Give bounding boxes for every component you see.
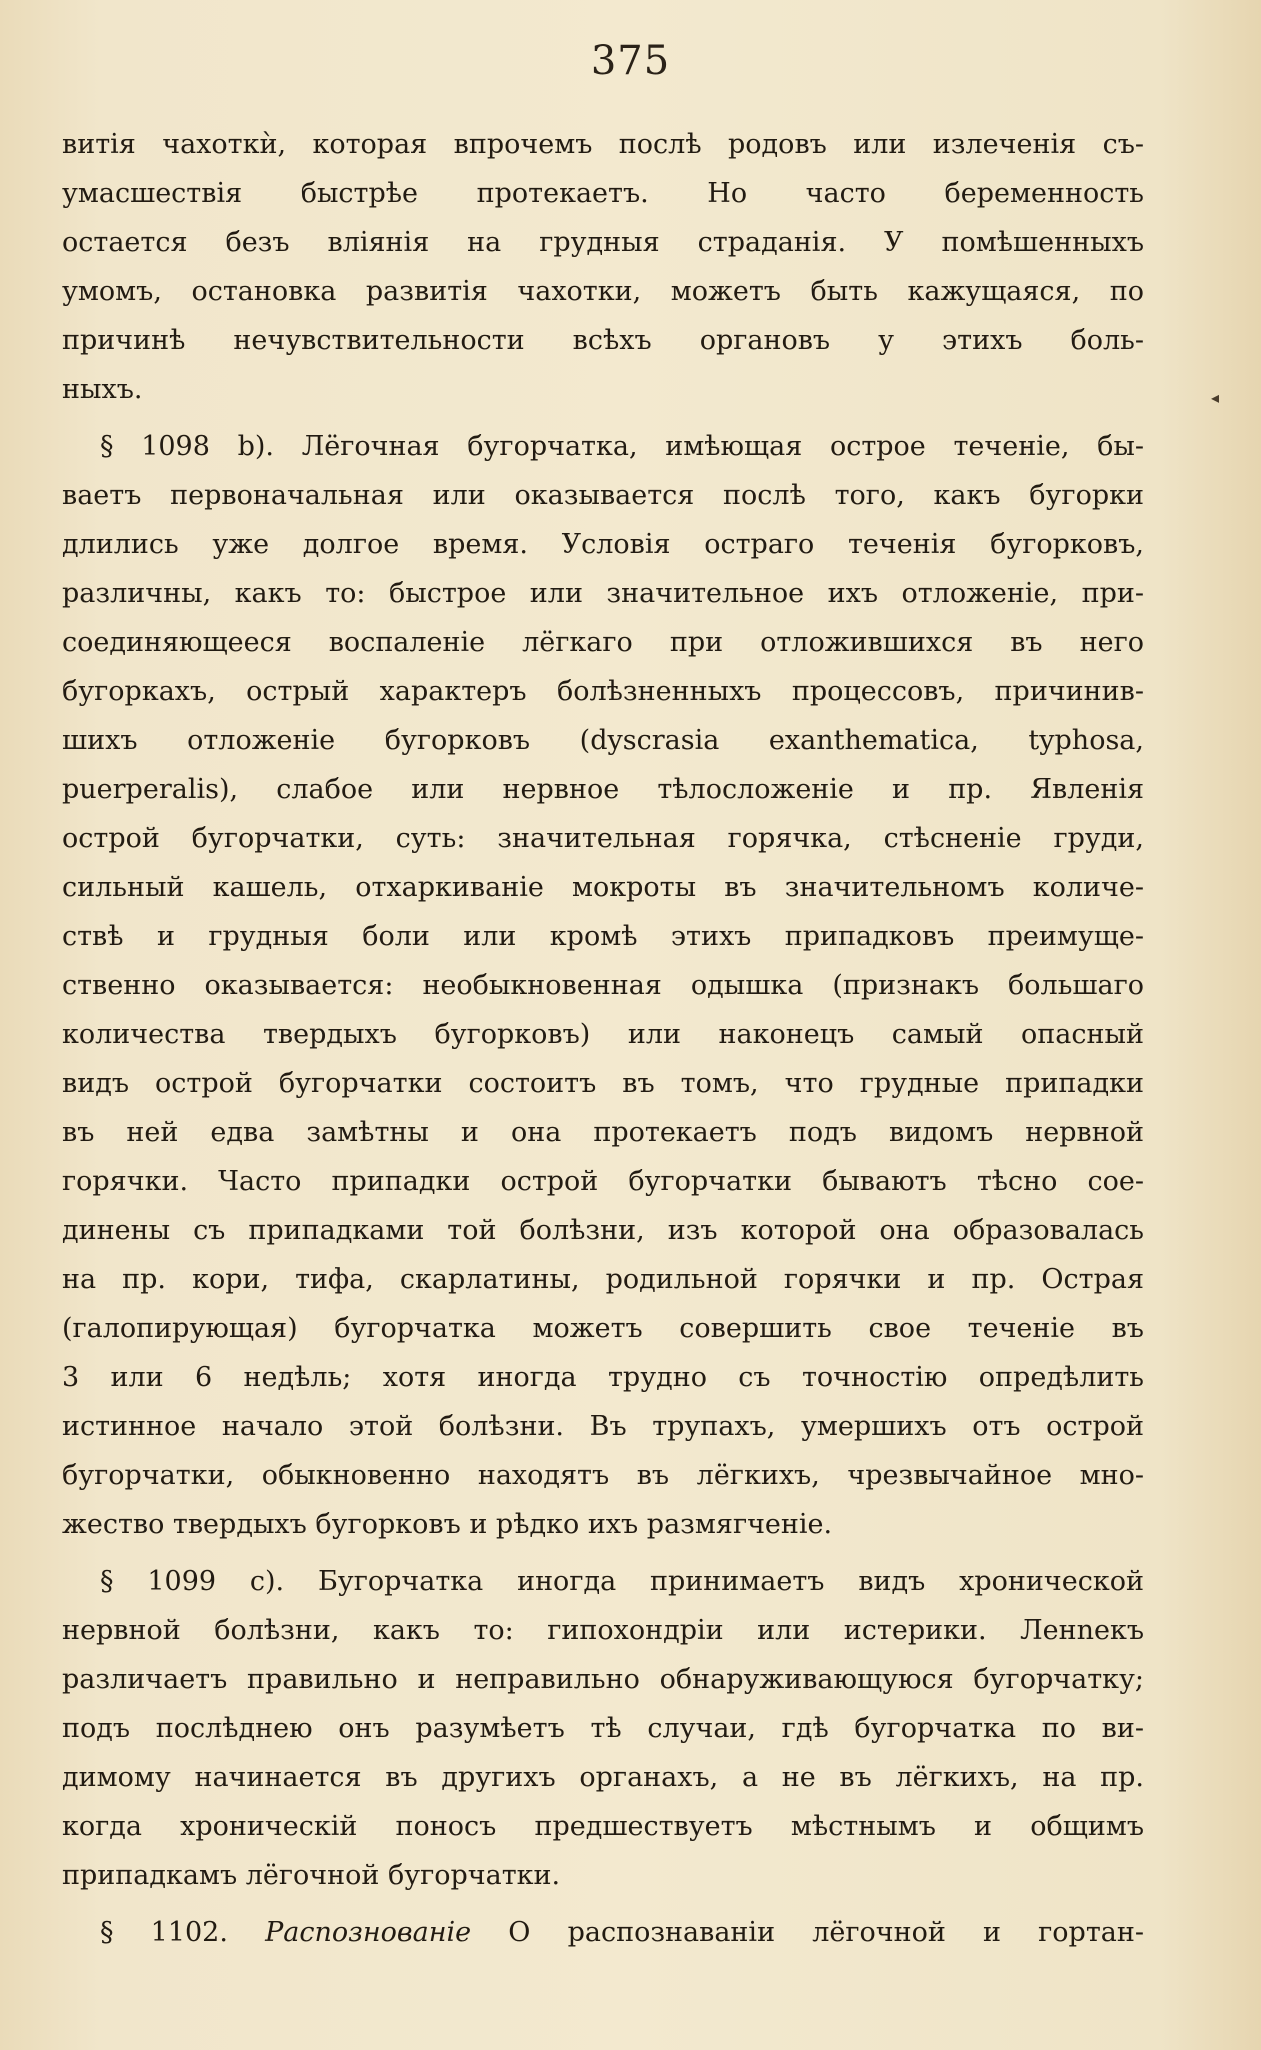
text-line: димому начинается въ другихъ органахъ, а не въ лёгкихъ, на пр. [62,1762,1144,1793]
section-number: § 1102. [100,1917,228,1948]
text-line: (галопирующая) бугорчатка можетъ совершить свое теченіе въ [62,1313,1144,1344]
text-line: причинѣ нечувствительности всѣхъ органовъ у этихъ боль- [62,325,1144,356]
page-number: 375 [590,38,671,84]
text-line: 3 или 6 недѣль; хотя иногда трудно съ точностію опредѣлить [62,1362,1144,1393]
text-line: видъ острой бугорчатки состоитъ въ томъ, что грудные припадки [62,1068,1144,1099]
text-line: остается безъ вліянія на грудныя страданія. У помѣшенныхъ [62,227,1144,258]
section-text: О распознаваніи лёгочной и гортан- [508,1917,1144,1948]
text-line: длились уже долгое время. Условія остраго теченія бугорковъ, [62,529,1144,560]
margin-mark: ◂ [1210,388,1219,407]
section-1099-first-line: § 1099 c). Бугорчатка иногда принимаетъ видъ хронической [100,1566,1144,1597]
text-line: ственно оказывается: необыкновенная одышка (признакъ большаго [62,970,1144,1001]
text-line: умасшествія быстрѣе протекаетъ. Но часто беременность [62,178,1144,209]
text-line: бугорчатки, обыкновенно находятъ въ лёгкихъ, чрезвычайное мно- [62,1460,1144,1491]
section-1098-first-line: § 1098 b). Лёгочная бугорчатка, имѣющая острое теченіе, бы- [100,431,1144,462]
text-line: ствѣ и грудныя боли или кромѣ этихъ припадковъ преимуще- [62,921,1144,952]
text-line: истинное начало этой болѣзни. Въ трупахъ, умершихъ отъ острой [62,1411,1144,1442]
text-line: бугоркахъ, острый характеръ болѣзненныхъ процессовъ, причинив- [62,676,1144,707]
section-heading: Распознованіе [265,1917,472,1948]
text-line: количества твердыхъ бугорковъ) или наконецъ самый опасный [62,1019,1144,1050]
text-line: острой бугорчатки, суть: значительная горячка, стѣсненіе груди, [62,823,1144,854]
text-line: умомъ, остановка развитія чахотки, можетъ быть кажущаяся, по [62,276,1144,307]
text-line: шихъ отложеніе бугорковъ (dyscrasia exanthematica, typhosa, [62,725,1144,756]
text-line: когда хроническій поносъ предшествуетъ мѣстнымъ и общимъ [62,1811,1144,1842]
text-line: витія чахоткѝ, которая впрочемъ послѣ родовъ или излеченія съ- [62,129,1144,160]
text-line: puerperalis), слабое или нервное тѣлосложеніе и пр. Явленія [62,774,1144,805]
text-line: различны, какъ то: быстрое или значительное ихъ отложеніе, при- [62,578,1144,609]
section-1102-line [62,1908,1144,1957]
text-line: сильный кашель, отхаркиваніе мокроты въ значительномъ количе- [62,872,1144,903]
body-text [62,120,1144,1957]
text-line: различаетъ правильно и неправильно обнаруживающуюся бугорчатку; [62,1664,1144,1695]
text-line: соединяющееся воспаленіе лёгкаго при отложившихся въ него [62,627,1144,658]
text-line: припадкамъ лёгочной бугорчатки. [62,1860,561,1891]
text-line: на пр. кори, тифа, скарлатины, родильной горячки и пр. Острая [62,1264,1144,1295]
text-line: ныхъ. [62,374,143,405]
text-line: ваетъ первоначальная или оказывается послѣ того, какъ бугорки [62,480,1144,511]
text-line: горячки. Часто припадки острой бугорчатки бываютъ тѣсно сое- [62,1166,1144,1197]
text-line: нервной болѣзни, какъ то: гипохондріи или истерики. Ленnекъ [62,1615,1144,1646]
text-line: динены съ припадками той болѣзни, изъ которой она образовалась [62,1215,1144,1246]
text-line: въ ней едва замѣтны и она протекаетъ подъ видомъ нервной [62,1117,1144,1148]
text-line: подъ послѣднею онъ разумѣетъ тѣ случаи, гдѣ бугорчатка по ви- [62,1713,1144,1744]
text-line: жество твердыхъ бугорковъ и рѣдко ихъ размягченіе. [62,1509,833,1540]
